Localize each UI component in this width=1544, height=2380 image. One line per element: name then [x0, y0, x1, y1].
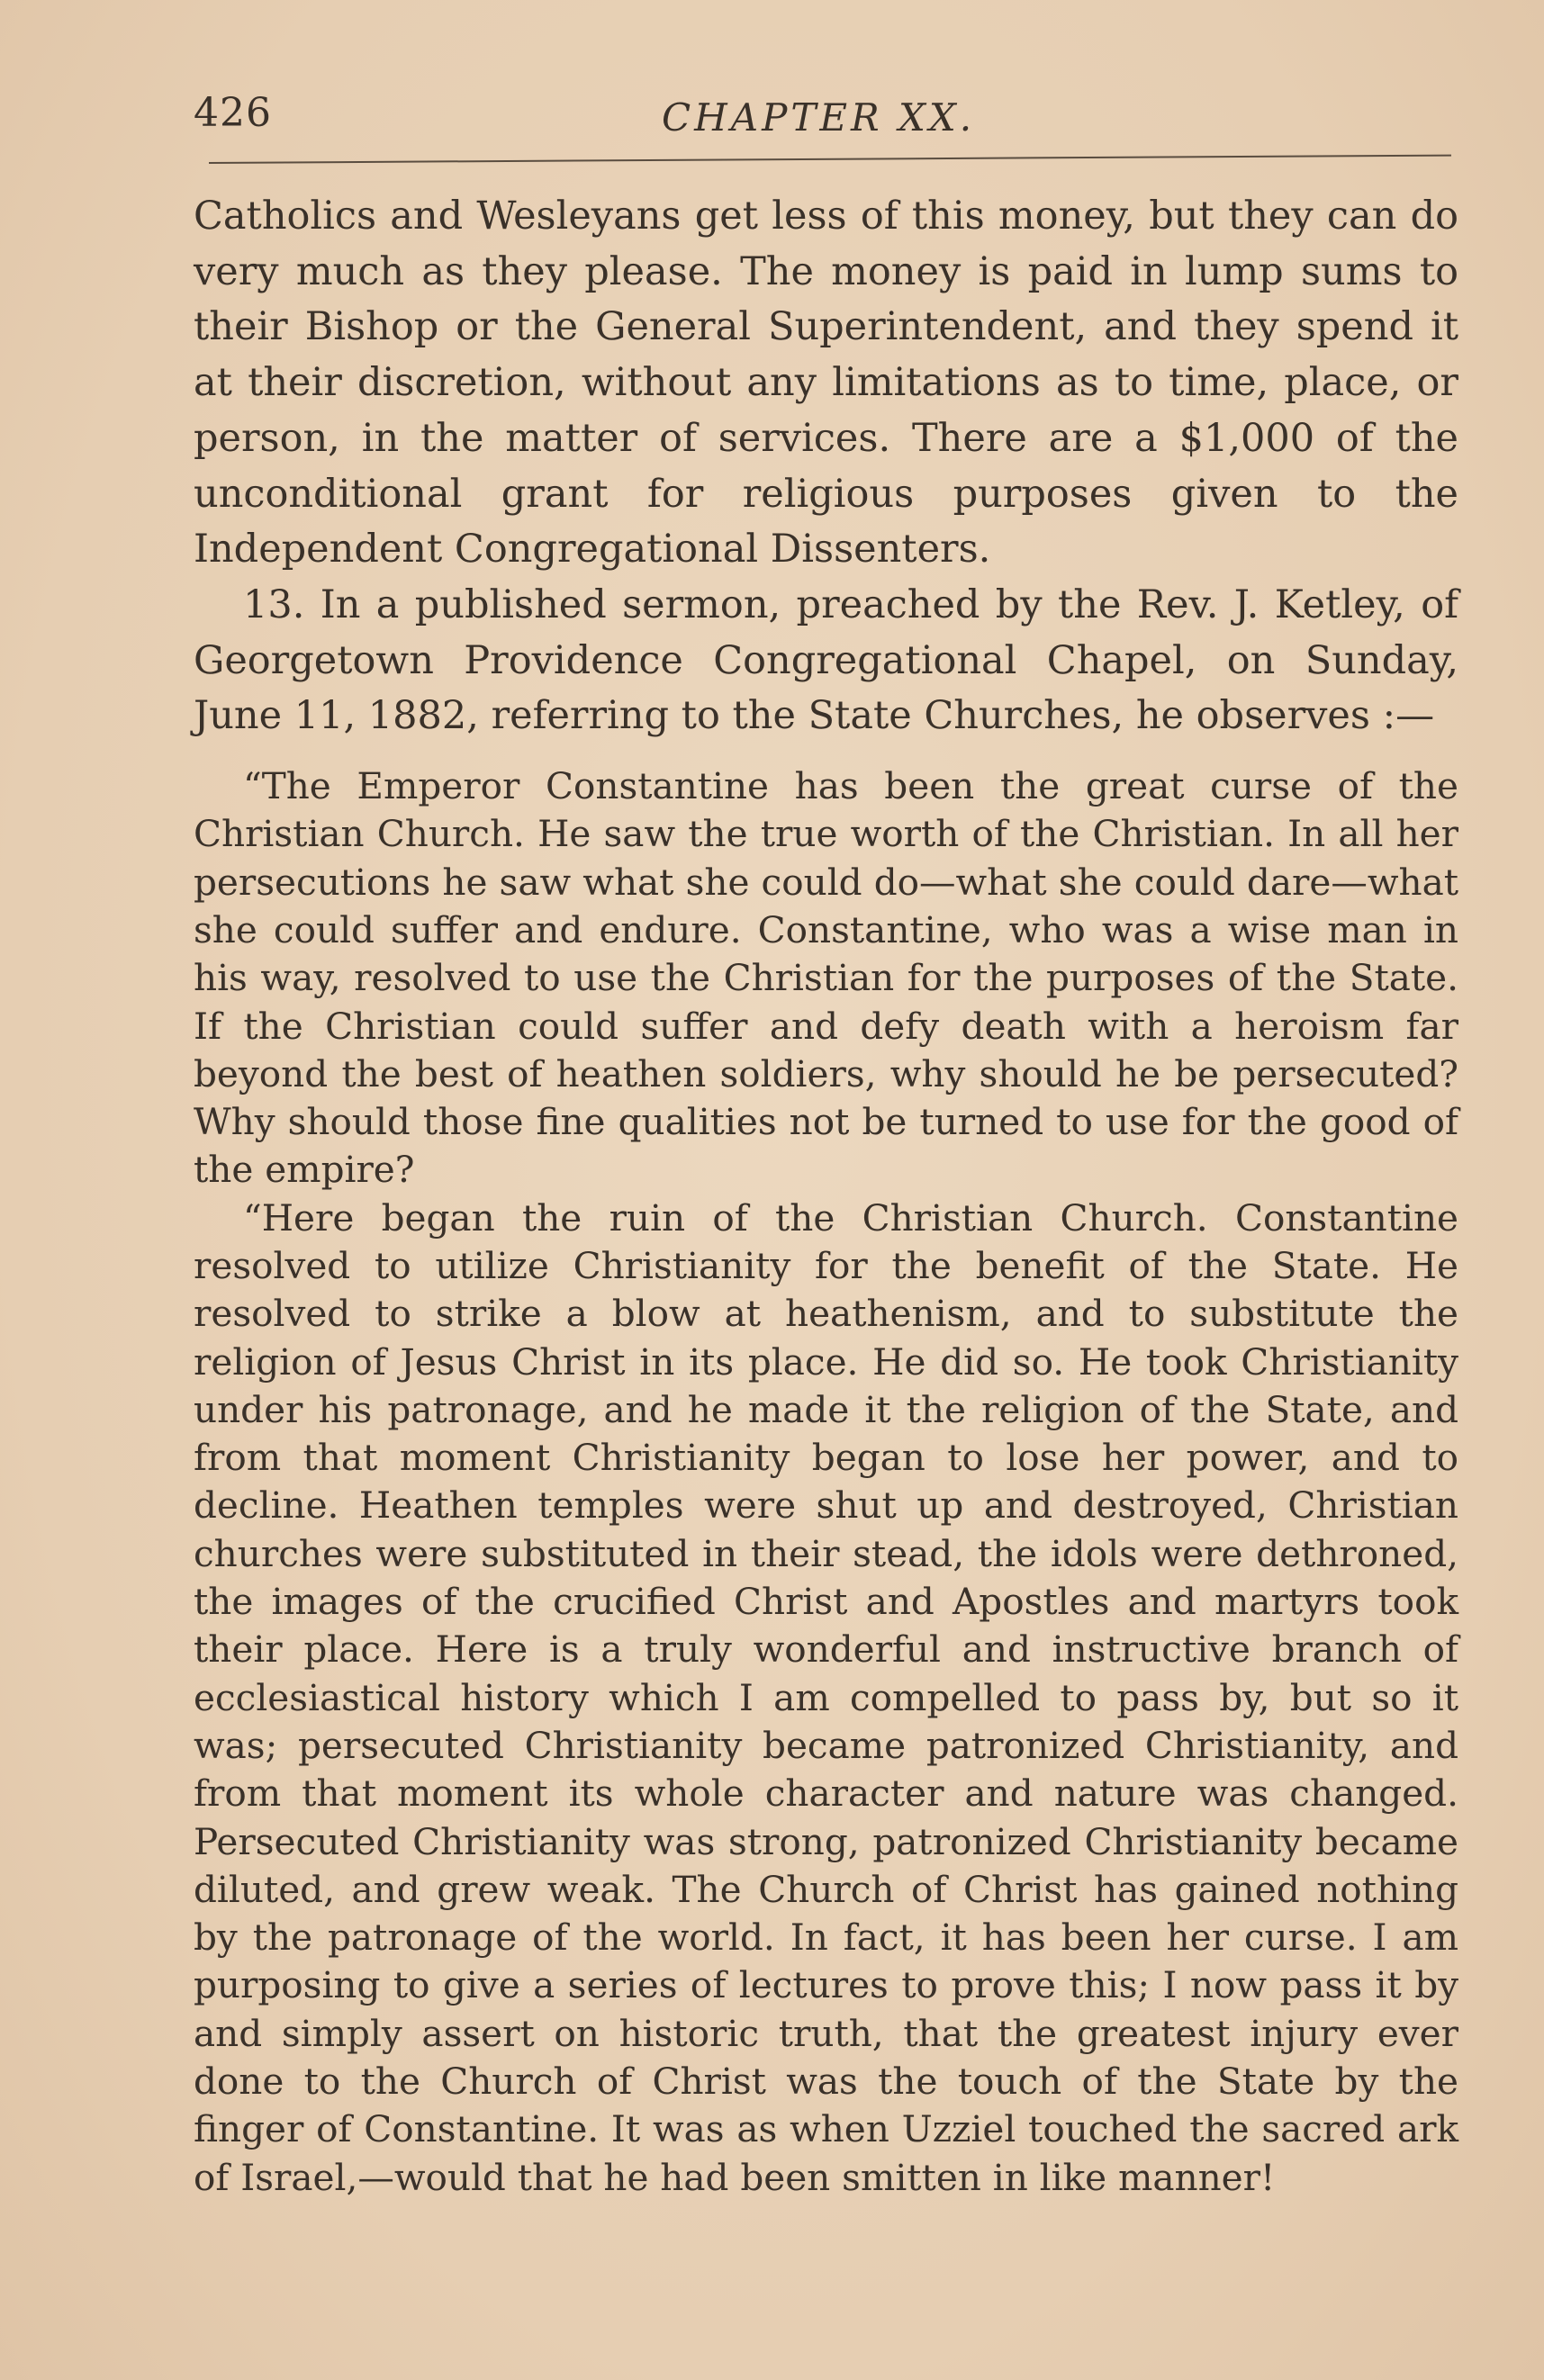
paragraph-1: Catholics and Wesleyans get less of this money, but they can do very much as they please. The money is paid in lump sums to their Bishop or the General Superintendent, and they spend it at their discretion, without any limitations as to time, place, or person, in the matter of services. There are a $1,000 of the unconditional grant for religious purposes given to the Independent Congregational Dissenters. — [194, 194, 1458, 572]
quote-paragraph-1: “The Emperor Constantine has been the great curse of the Christian Church. He saw the true worth of the Christian. In all her persecutions he saw what she could do—what she could dare—what she could suffer and endure. Constantine, who was a wise man in his way, resolved to use the Christian for the purposes of the State. If the Christian could suffer and defy death with a heroism far beyond the best of heathen soldiers, why should he be persecuted? Why should those fine qualities not be turned to use for the good of the empire? — [194, 764, 1458, 1192]
quote-paragraph-2: “Here began the ruin of the Christian Church. Constantine resolved to utilize Christianity for the benefit of the State. He resolved to strike a blow at heathenism, and to substitute the religion of Jesus Christ in its place. He did so. He took Christianity under his patronage, and he made it the religion of the State, and from that moment Christianity began to lose her power, and to decline. Heathen temples were shut up and destroyed, Christian churches were substituted in their stead, the idols were dethroned, the images of the crucified Christ and Apostles and martyrs took their place. Here is a truly wonderful and instructive branch of ecclesiastical history which I am compelled to pass by, but so it was; persecuted Christianity became patronized Christianity, and from that moment its whole character and nature was changed. Persecuted Christianity was strong, patronized Christianity became diluted, and grew weak. The Church of Christ has gained nothing by the patronage of the world. In fact, it has been her curse. I am purposing to give a series of lectures to prove this; I now pass it by and simply assert on historic truth, that the greatest injury ever done to the Church of Christ was the touch of the State by the finger of Constantine. It was as when Uzziel touched the sacred ark of Israel,—would that he had been smitten in like manner! — [194, 1195, 1458, 2199]
paragraph-2: 13. In a published sermon, preached by the Rev. J. Ketley, of Georgetown Providence Congregational Chapel, on Sunday, June 11, 1882, referring to the State Churches, he observes :— — [194, 581, 1458, 739]
page-number: 426 — [194, 90, 272, 136]
body-text — [194, 189, 1458, 2202]
page-header — [194, 90, 1454, 153]
header-rule — [209, 155, 1451, 164]
running-head: CHAPTER XX. — [662, 95, 976, 140]
sermon-quotation — [194, 762, 1458, 2202]
